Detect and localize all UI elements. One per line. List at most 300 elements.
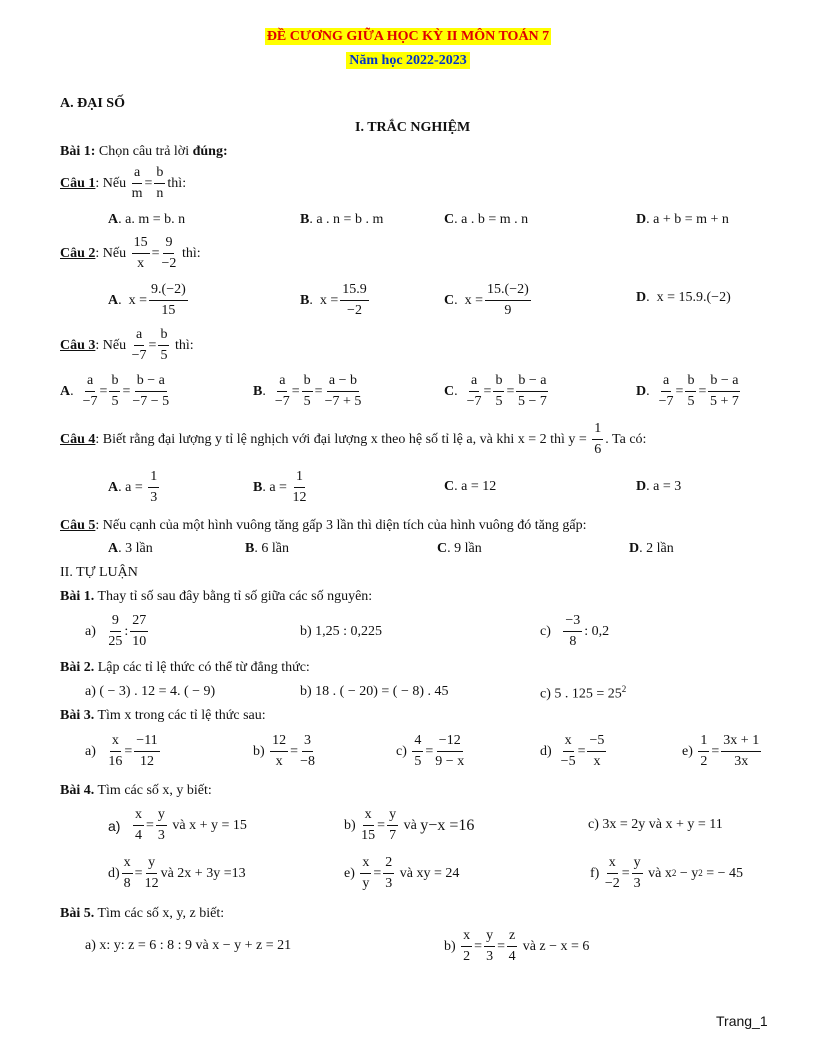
essay-b3-b-f1-den: x — [275, 754, 283, 769]
essay-b3-b-f2 — [300, 734, 315, 769]
essay-b4-d-eq: = — [134, 865, 143, 881]
q3-option-d: D . $\frac{a}{-7}$ = $\frac{b}{5}$ = $\frac{b - a}{5 + 7}$ — [636, 373, 739, 409]
bai1-bold: đúng: — [192, 144, 228, 159]
q3-b-f2-num: b — [302, 374, 313, 392]
essay-b2-c-text: c) 5 . 125 = 25 — [540, 686, 622, 702]
essay-b5-b-f2-num: y — [484, 929, 495, 947]
q4-option-c — [444, 480, 496, 494]
q5-option-a-text: . 3 lần — [118, 541, 153, 556]
q3-c-f1-num: a — [469, 374, 479, 392]
q3-d-eq2: = — [698, 383, 707, 399]
q5-label: Câu 5 — [60, 518, 96, 533]
q2-frac1-num: 15 — [132, 236, 150, 254]
q3-option-b-letter: B — [253, 383, 263, 399]
q2-frac1-den: x — [137, 256, 145, 271]
q3-option-c-letter: C — [444, 383, 455, 399]
essay-b5-heading — [60, 907, 224, 921]
essay-b4-d-f1-den: 8 — [123, 876, 131, 891]
q4-option-d — [636, 480, 681, 494]
essay-b5-label: Bài 5. — [60, 906, 95, 921]
q3-option-a-letter: A — [60, 383, 71, 399]
q3-frac2 — [158, 328, 169, 363]
q3-b-f2-den: 5 — [303, 394, 311, 409]
q1-option-d-text: . a + b = m + n — [646, 212, 729, 227]
q3-d-f1 — [659, 374, 674, 409]
essay-b4-b-f2-num: y — [387, 808, 398, 826]
essay-b3-b — [253, 734, 317, 769]
essay-b4-d-f1-num: x — [122, 856, 133, 874]
essay-b4-e-f1 — [360, 856, 371, 891]
essay-b4-e — [344, 856, 459, 891]
essay-b1-a-f2 — [130, 614, 148, 649]
q1-option-b — [300, 213, 383, 227]
essay-b1-c-frac — [563, 614, 582, 649]
essay-b3-a-f1-num: x — [110, 734, 121, 752]
q5-option-c-text: . 9 lần — [447, 541, 482, 556]
essay-b2-text: Lập các tỉ lệ thức có thể từ đẳng thức: — [97, 660, 310, 675]
q1-option-a-letter: A — [108, 212, 119, 227]
essay-b2-heading — [60, 661, 310, 675]
q1-frac2-den: n — [156, 186, 164, 201]
q3-frac2-den: 5 — [160, 348, 168, 363]
q3-frac1-den: −7 — [131, 348, 147, 363]
essay-b3-d-f2-num: −5 — [587, 734, 606, 752]
essay-b4-f-mid: − y — [676, 865, 699, 881]
q3-b-f3 — [325, 374, 362, 409]
essay-b4-a-f2-num: y — [156, 808, 167, 826]
essay-b1-text: Thay tỉ số sau đây bằng tỉ số giữa các số nguyên: — [97, 589, 373, 604]
essay-b1-c-label: c) — [540, 623, 551, 639]
q3-label: Câu 3 — [60, 337, 96, 353]
q3-b-f2 — [302, 374, 313, 409]
q4-option-a-letter: A — [108, 479, 119, 495]
q1-frac2 — [154, 166, 165, 201]
q2-option-c-letter: C — [444, 292, 455, 308]
q2-frac2-num: 9 — [163, 236, 174, 254]
essay-b3-a-label: a) — [85, 743, 96, 759]
essay-b4-f-eq: = — [621, 865, 630, 881]
q2-option-a-letter: A — [108, 292, 119, 308]
q1-option-c-text: . a . b = m . n — [454, 212, 529, 227]
essay-b3-d-f2 — [587, 734, 606, 769]
essay-b4-e-label: e) — [344, 865, 355, 881]
essay-b1-a-f1 — [108, 614, 122, 649]
essay-b3-a-f2 — [134, 734, 159, 769]
q2-eq: = — [151, 245, 160, 261]
essay-b3-b-f2-den: −8 — [300, 754, 315, 769]
essay-b4-f-tail: và x — [648, 865, 672, 881]
section-essay: II. TỰ LUẬN — [60, 565, 138, 580]
q3-c-f3-num: b − a — [516, 374, 548, 392]
doc-title — [0, 30, 816, 44]
essay-b5-b-f1 — [461, 929, 472, 964]
essay-b5-b — [444, 929, 589, 964]
essay-b4-d-f2-den: 12 — [144, 876, 159, 891]
q4-option-b-pre: . a = — [262, 479, 287, 495]
q2-option-c: C . x = $\frac{15.(-2)}{9}$ — [444, 282, 529, 318]
q2-option-b-den: −2 — [347, 303, 362, 318]
q1-option-c-letter: C — [444, 212, 455, 227]
q3-a-eq2: = — [122, 383, 131, 399]
q3-a-f3-num: b − a — [135, 374, 167, 392]
q3-frac1 — [132, 328, 147, 363]
q4-option-a-num: 1 — [148, 470, 159, 488]
doc-title-text: ĐỀ CƯƠNG GIỮA HỌC KỲ II MÔN TOÁN 7 — [266, 29, 550, 44]
essay-b3-b-f1 — [270, 734, 288, 769]
q3-d-f2-den: 5 — [687, 394, 695, 409]
q4-option-b-frac — [292, 470, 306, 505]
q3-option-b: B . $\frac{a}{-7}$ = $\frac{b}{5}$ = $\frac{a - b}{-7 + 5}$ — [253, 373, 362, 409]
q2-option-d-letter: D — [636, 290, 647, 305]
bai1-label: Bài 1: — [60, 144, 96, 159]
essay-b3-label: Bài 3. — [60, 708, 95, 723]
essay-b4-b-tail: và — [403, 817, 417, 833]
q3-d-f3-den: 5 + 7 — [709, 394, 739, 409]
q2-frac2 — [162, 236, 177, 271]
q3-c-f2-num: b — [493, 374, 504, 392]
essay-b1-a-f2-den: 10 — [132, 634, 147, 649]
q2-pre: : Nếu — [95, 245, 127, 261]
bai1-text: Chọn câu trả lời — [98, 144, 190, 159]
essay-b4-d-f2-num: y — [146, 856, 157, 874]
essay-b4-a-eq: = — [145, 817, 154, 833]
essay-b3-c-f2-den: 9 − x — [435, 754, 465, 769]
essay-b3-d-label: d) — [540, 743, 552, 759]
essay-b3-c-f2-num: −12 — [437, 734, 463, 752]
essay-b5-a: a) x: y: z = 6 : 8 : 9 và x − y + z = 21 — [85, 938, 292, 953]
essay-b1-a — [85, 614, 150, 649]
q1-option-d-letter: D — [636, 212, 647, 227]
q3-option-d-letter: D — [636, 383, 647, 399]
essay-b2-b: b) 18 . ( − 20) = ( − 8) . 45 — [300, 684, 449, 699]
q1-post: thì: — [167, 175, 187, 191]
essay-b5-b-tail: và z − x = 6 — [522, 938, 590, 954]
q5-option-d-letter: D — [629, 541, 640, 556]
q2-post: thì: — [181, 245, 201, 261]
q4-tail: . Ta có: — [605, 431, 647, 447]
essay-b5-b-f3-num: z — [507, 929, 517, 947]
essay-b4-b-f1 — [361, 808, 375, 843]
essay-b4-f-f2-num: y — [632, 856, 643, 874]
essay-b4-d-label: d) — [108, 865, 120, 881]
q1-pre: : Nếu — [95, 175, 127, 191]
essay-b3-c-f1-den: 5 — [414, 754, 422, 769]
q3-c-f2 — [493, 374, 504, 409]
q4-option-b-den: 12 — [292, 490, 307, 505]
q3-option-a: A . $\frac{a}{-7}$ = $\frac{b}{5}$ = $\frac{b - a}{-7 - 5}$ — [60, 373, 170, 409]
q3-frac1-num: a — [134, 328, 144, 346]
q4-stem — [60, 422, 646, 457]
essay-b3-c-f1 — [412, 734, 423, 769]
q3-c-eq1: = — [483, 383, 492, 399]
essay-b4-a-tail: và x + y = 15 — [172, 817, 247, 833]
essay-b1-b: b) 1,25 : 0,225 — [300, 624, 383, 639]
q4-frac-den: 6 — [594, 442, 602, 457]
q3-c-f1-den: −7 — [466, 394, 482, 409]
essay-b4-f — [590, 856, 743, 891]
essay-b4-a-f1-num: x — [133, 808, 144, 826]
essay-b4-e-tail: và xy = 24 — [399, 865, 460, 881]
essay-b4-f-f2-den: 3 — [633, 876, 641, 891]
q2-option-b-letter: B — [300, 292, 310, 308]
q2-stem — [60, 236, 201, 271]
essay-b1-c-den: 8 — [569, 634, 577, 649]
essay-b3-d-f2-den: x — [593, 754, 601, 769]
essay-b3-c-f1-num: 4 — [412, 734, 423, 752]
q5-option-c-letter: C — [437, 541, 448, 556]
essay-b3-b-label: b) — [253, 743, 265, 759]
essay-b3-e-f2 — [721, 734, 761, 769]
essay-b1-c-tail: : 0,2 — [584, 623, 610, 639]
q4-option-c-letter: C — [444, 479, 455, 494]
essay-b1-a-label: a) — [85, 623, 96, 639]
essay-b4-e-f2 — [383, 856, 394, 891]
q2-option-d: D. x = 15.9.(−2) — [636, 290, 731, 305]
q4-option-a — [108, 470, 161, 505]
essay-b3-e-f2-den: 3x — [734, 754, 749, 769]
q1-frac1-num: a — [132, 166, 142, 184]
q1-label: Câu 1 — [60, 175, 96, 191]
essay-b3-e-eq: = — [711, 743, 720, 759]
essay-b3-c — [396, 734, 466, 769]
q5-option-c — [437, 542, 482, 556]
essay-b4-f-sup2: 2 — [698, 868, 703, 878]
q3-a-f2-den: 5 — [111, 394, 119, 409]
essay-b4-a — [108, 808, 247, 843]
essay-b4-label: Bài 4. — [60, 783, 95, 798]
q2-option-a-frac — [149, 283, 188, 318]
q2-option-b: B . x = $\frac{15.9}{-2}$ — [300, 282, 367, 318]
q5-option-a — [108, 542, 153, 556]
essay-b5-b-eq2: = — [497, 938, 505, 954]
q2-option-b-num: 15.9 — [340, 283, 369, 301]
q3-b-f3-num: a − b — [327, 374, 359, 392]
q3-b-eq1: = — [291, 383, 300, 399]
essay-b3-a-f1-den: 16 — [108, 754, 123, 769]
q3-c-f1 — [467, 374, 482, 409]
q1-option-a-text: . a. m = b. n — [118, 212, 186, 227]
q4-option-c-text: . a = 12 — [454, 479, 497, 494]
section-mcq: I. TRẮC NGHIỆM — [355, 120, 471, 135]
q4-frac — [592, 422, 603, 457]
essay-b3-c-label: c) — [396, 743, 407, 759]
q3-c-f2-den: 5 — [495, 394, 503, 409]
essay-b2-label: Bài 2. — [60, 660, 95, 675]
essay-b3-a-f2-num: −11 — [134, 734, 159, 752]
page-number: Trang_1 — [716, 1013, 768, 1029]
essay-b1-a-f1-num: 9 — [110, 614, 121, 632]
essay-b4-b-f2-den: 7 — [389, 828, 397, 843]
q2-option-b-x: x = — [319, 292, 339, 308]
q2-option-a: A . x = $\frac{9.(-2)}{15}$ — [108, 282, 186, 318]
essay-b3-e — [682, 734, 763, 769]
q3-d-f3 — [708, 374, 740, 409]
q3-a-f1 — [83, 374, 98, 409]
q2-option-c-num: 15.(−2) — [485, 283, 531, 301]
q3-frac2-num: b — [158, 328, 169, 346]
essay-b4-f-f1 — [605, 856, 620, 891]
q3-b-f3-den: −7 + 5 — [324, 394, 362, 409]
q1-frac1 — [132, 166, 143, 201]
q5-text: : Nếu cạnh của một hình vuông tăng gấp 3 lần thì diện tích của hình vuông đó tăng gấp: — [95, 518, 587, 533]
q3-a-f1-num: a — [85, 374, 95, 392]
essay-b3-text: Tìm x trong các tỉ lệ thức sau: — [97, 708, 266, 723]
q3-a-f3 — [132, 374, 169, 409]
essay-b4-text: Tìm các số x, y biết: — [97, 783, 212, 798]
q3-post: thì: — [174, 337, 194, 353]
q2-option-a-den: 15 — [161, 303, 176, 318]
q3-d-f2 — [685, 374, 696, 409]
q4-option-d-text: . a = 3 — [646, 479, 682, 494]
q3-b-f1 — [275, 374, 290, 409]
essay-b4-b-label: b) — [344, 817, 356, 833]
essay-b4-d-tail: và 2x + 3y =13 — [160, 865, 246, 881]
essay-b3-e-f2-num: 3x + 1 — [721, 734, 761, 752]
q5-option-d-text: . 2 lần — [639, 541, 674, 556]
essay-b4-heading — [60, 784, 212, 798]
essay-b4-e-eq: = — [373, 865, 382, 881]
essay-b5-b-eq1: = — [474, 938, 483, 954]
essay-b4-a-f1-den: 4 — [134, 828, 142, 843]
essay-b4-d-f1 — [122, 856, 133, 891]
q1-option-a — [108, 213, 185, 227]
q2-frac2-den: −2 — [161, 256, 177, 271]
essay-b1-a-f2-num: 27 — [130, 614, 148, 632]
q2-option-a-x: x = — [128, 292, 148, 308]
essay-b3-b-f1-num: 12 — [270, 734, 288, 752]
q5-option-b — [245, 542, 289, 556]
q2-option-c-frac — [485, 283, 531, 318]
essay-b4-a-f1 — [133, 808, 144, 843]
q3-option-c: C . $\frac{a}{-7}$ = $\frac{b}{5}$ = $\frac{b - a}{5 - 7}$ — [444, 373, 547, 409]
essay-b4-f-end: = − 45 — [702, 865, 744, 881]
essay-b1-c-num: −3 — [563, 614, 582, 632]
essay-b4-a-label: a) — [108, 817, 121, 834]
q2-option-d-text: x = 15.9.(−2) — [656, 290, 731, 305]
essay-b3-d-f1-num: x — [563, 734, 574, 752]
q4-text: : Biết rằng đại lượng y tỉ lệ nghịch với đại lượng x theo hệ số tỉ lệ a, và khi x = 2 thì y = — [95, 431, 587, 447]
essay-b5-b-f2-den: 3 — [486, 949, 494, 964]
essay-b3-b-eq: = — [290, 743, 299, 759]
q4-option-d-letter: D — [636, 479, 647, 494]
essay-b3-c-eq: = — [425, 743, 434, 759]
q3-eq: = — [148, 337, 157, 353]
q2-option-a-num: 9.(−2) — [149, 283, 188, 301]
essay-b4-f-f1-den: −2 — [604, 876, 620, 891]
essay-b3-a-f2-den: 12 — [139, 754, 154, 769]
essay-b3-a — [85, 734, 162, 769]
essay-b3-d — [540, 734, 608, 769]
essay-b3-d-eq: = — [577, 743, 586, 759]
school-year-text: Năm học 2022-2023 — [346, 52, 469, 69]
q3-b-eq2: = — [314, 383, 323, 399]
essay-b1-a-colon: : — [124, 623, 129, 639]
essay-b4-b-eq: = — [377, 817, 386, 833]
essay-b4-b-f1-den: 15 — [361, 828, 376, 843]
essay-b4-c: c) 3x = 2y và x + y = 11 — [588, 817, 723, 832]
essay-b5-b-f3 — [507, 929, 517, 964]
essay-b3-b-f2-num: 3 — [302, 734, 313, 752]
essay-b3-c-f2 — [435, 734, 464, 769]
essay-b4-f-sup1: 2 — [671, 868, 677, 878]
essay-b4-b-f1-num: x — [363, 808, 374, 826]
q3-c-f3-den: 5 − 7 — [517, 394, 547, 409]
essay-b1-label: Bài 1. — [60, 589, 95, 604]
q1-stem — [60, 166, 186, 201]
essay-b4-e-f1-den: y — [362, 876, 370, 891]
essay-b3-e-f1-num: 1 — [698, 734, 709, 752]
q3-d-f3-num: b − a — [708, 374, 740, 392]
bai1-heading — [60, 145, 228, 159]
q3-a-f3-den: −7 − 5 — [132, 394, 170, 409]
essay-b3-a-eq: = — [124, 743, 133, 759]
q4-option-a-pre: . a = — [118, 479, 143, 495]
essay-b4-b-f2 — [387, 808, 398, 843]
q3-c-f3 — [516, 374, 548, 409]
q3-a-f1-den: −7 — [82, 394, 98, 409]
q3-d-f2-num: b — [685, 374, 696, 392]
essay-b5-b-label: b) — [444, 938, 456, 954]
q4-option-b-num: 1 — [294, 470, 305, 488]
q1-frac1-den: m — [131, 186, 143, 201]
q3-d-f1-den: −7 — [658, 394, 674, 409]
q4-option-a-frac — [148, 470, 159, 505]
essay-b4-f-label: f) — [590, 865, 600, 881]
essay-b4-f-f1-num: x — [607, 856, 618, 874]
q2-label: Câu 2 — [60, 245, 96, 261]
q5-option-a-letter: A — [108, 541, 119, 556]
essay-b3-d-f1 — [561, 734, 576, 769]
q3-a-f2-num: b — [109, 374, 120, 392]
q3-a-f2 — [109, 374, 120, 409]
essay-b3-a-f1 — [108, 734, 122, 769]
essay-b4-a-f2 — [156, 808, 167, 843]
essay-b4-a-f2-den: 3 — [157, 828, 165, 843]
q3-stem — [60, 328, 194, 363]
essay-b4-e-f1-num: x — [360, 856, 371, 874]
q3-b-f1-num: a — [277, 374, 287, 392]
q2-frac1 — [132, 236, 150, 271]
q1-frac2-num: b — [154, 166, 165, 184]
essay-b5-b-f1-num: x — [461, 929, 472, 947]
essay-b2-a: a) ( − 3) . 12 = 4. ( − 9) — [85, 684, 216, 699]
q5-option-b-text: . 6 lần — [254, 541, 289, 556]
q3-b-f1-den: −7 — [274, 394, 290, 409]
essay-b4-d-f2 — [145, 856, 159, 891]
q3-d-f1-num: a — [661, 374, 671, 392]
essay-b4-e-f2-den: 3 — [385, 876, 393, 891]
essay-b4-f-f2 — [632, 856, 643, 891]
essay-b4-e-f2-num: 2 — [383, 856, 394, 874]
q3-a-eq1: = — [99, 383, 108, 399]
q1-option-c — [444, 213, 528, 227]
essay-b5-b-f2 — [484, 929, 495, 964]
essay-b4-b — [344, 808, 474, 843]
q1-option-d — [636, 213, 729, 227]
essay-b4-d — [108, 856, 246, 891]
q2-option-c-den: 9 — [504, 303, 512, 318]
essay-b3-e-label: e) — [682, 743, 693, 759]
essay-b2-c-sup: 2 — [621, 684, 627, 694]
q2-option-b-frac — [340, 283, 369, 318]
essay-b2-c — [540, 685, 626, 702]
essay-b1-heading — [60, 590, 372, 604]
essay-b4-b-tail2: y−x =16 — [420, 816, 475, 834]
essay-b3-heading — [60, 709, 266, 723]
q3-d-eq1: = — [675, 383, 684, 399]
q3-pre: : Nếu — [95, 337, 127, 353]
school-year — [0, 54, 816, 68]
